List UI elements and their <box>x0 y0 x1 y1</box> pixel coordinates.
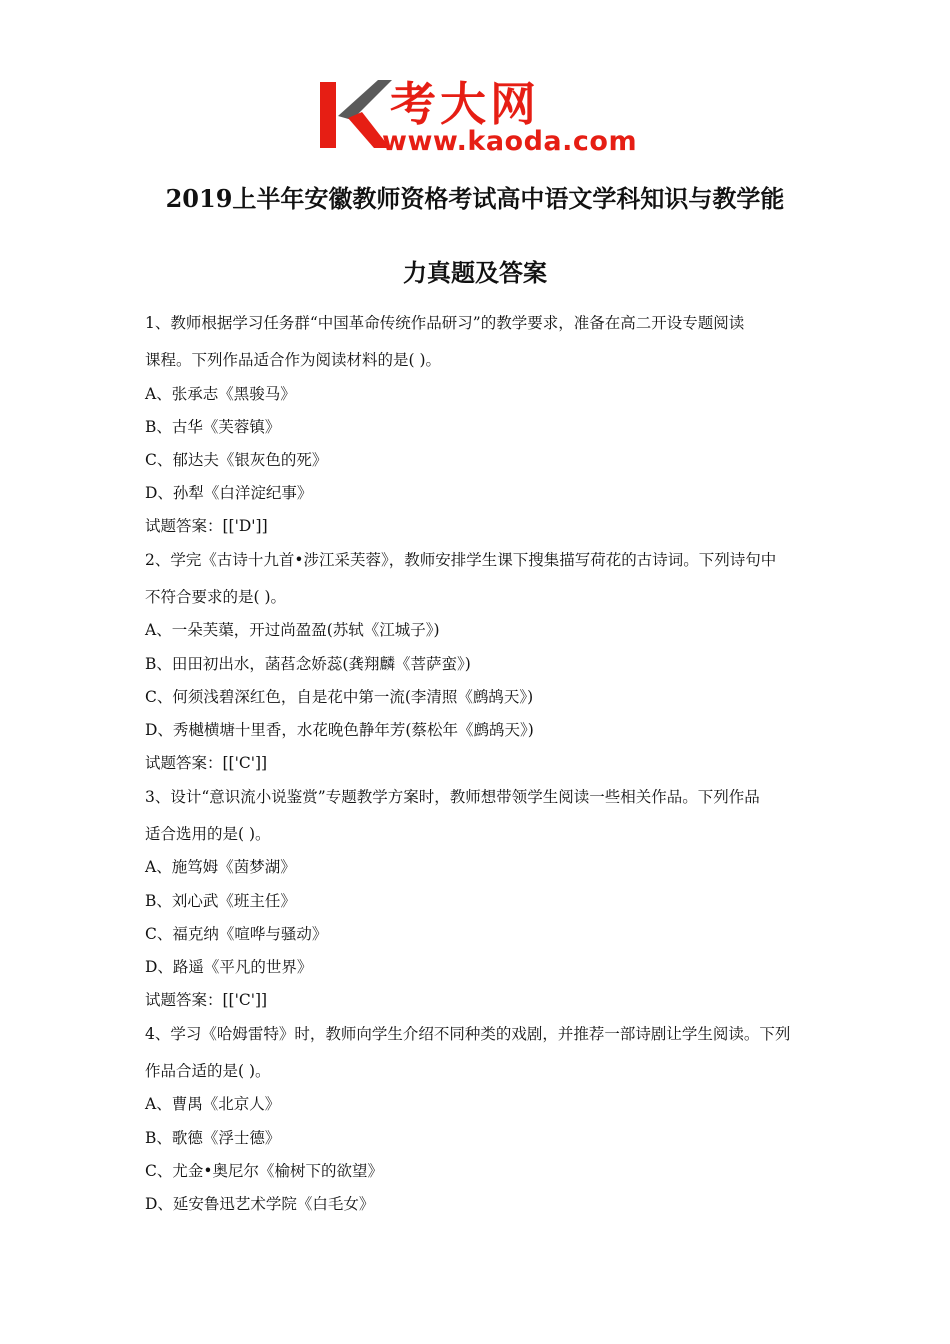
question-3-stem-line-1: 3、设计“意识流小说鉴赏”专题教学方案时，教师想带领学生阅读一些相关作品。下列作品 <box>145 788 760 806</box>
question-4-option-d: D、延安鲁迅艺术学院《白毛女》 <box>145 1195 375 1213</box>
question-1-option-b: B、古华《芙蓉镇》 <box>145 418 281 436</box>
question-4-stem-line-2: 作品合适的是( )。 <box>145 1062 271 1080</box>
question-3-stem-line-2: 适合选用的是( )。 <box>145 825 271 843</box>
question-1-option-a: A、张承志《黑骏马》 <box>145 385 296 403</box>
question-2-option-a: A、一朵芙蕖，开过尚盈盈(苏轼《江城子》) <box>145 621 440 639</box>
question-1-stem-line-2: 课程。下列作品适合作为阅读材料的是( )。 <box>145 351 442 369</box>
document-title-line-2: 力真题及答案 <box>403 258 547 287</box>
question-2-answer: 试题答案：[['C']] <box>145 754 268 772</box>
question-4-option-c: C、尤金•奥尼尔《榆树下的欲望》 <box>145 1162 384 1180</box>
question-3-answer: 试题答案：[['C']] <box>145 991 268 1009</box>
kaoda-logo <box>318 76 638 158</box>
question-3-option-a: A、施笃姆《茵梦湖》 <box>145 858 296 876</box>
question-3-option-b: B、刘心武《班主任》 <box>145 892 296 910</box>
question-1-stem-line-1: 1、教师根据学习任务群“中国革命传统作品研习”的教学要求，准备在高二开设专题阅读 <box>145 314 745 332</box>
question-4-option-a: A、曹禺《北京人》 <box>145 1095 281 1113</box>
question-3-option-c: C、福克纳《喧哗与骚动》 <box>145 925 328 943</box>
document-title-line-1: 2019上半年安徽教师资格考试高中语文学科知识与教学能 <box>165 184 785 213</box>
logo-brand-name: 考大网 <box>390 77 540 131</box>
question-3-option-d: D、路遥《平凡的世界》 <box>145 958 313 976</box>
question-1-option-d: D、孙犁《白洋淀纪事》 <box>145 484 313 502</box>
question-2-stem-line-2: 不符合要求的是( )。 <box>145 588 287 606</box>
question-4-stem-line-1: 4、学习《哈姆雷特》时，教师向学生介绍不同种类的戏剧，并推荐一部诗剧让学生阅读。下列 <box>145 1025 791 1043</box>
question-2-stem-line-1: 2、学完《古诗十九首•涉江采芙蓉》，教师安排学生课下搜集描写荷花的古诗词。下列诗句中 <box>145 551 777 569</box>
question-2-option-c: C、何须浅碧深红色，自是花中第一流(李清照《鹧鸪天》) <box>145 688 534 706</box>
question-4-option-b: B、歌德《浮士德》 <box>145 1129 281 1147</box>
question-2-option-d: D、秀樾横塘十里香，水花晚色静年芳(蔡松年《鹧鸪天》) <box>145 721 534 739</box>
question-1-answer: 试题答案：[['D']] <box>145 517 268 535</box>
question-2-option-b: B、田田初出水，菡萏念娇蕊(龚翔麟《菩萨蛮》) <box>145 655 471 673</box>
logo-url: www.kaoda.com <box>382 126 638 157</box>
question-1-option-c: C、郁达夫《银灰色的死》 <box>145 451 328 469</box>
